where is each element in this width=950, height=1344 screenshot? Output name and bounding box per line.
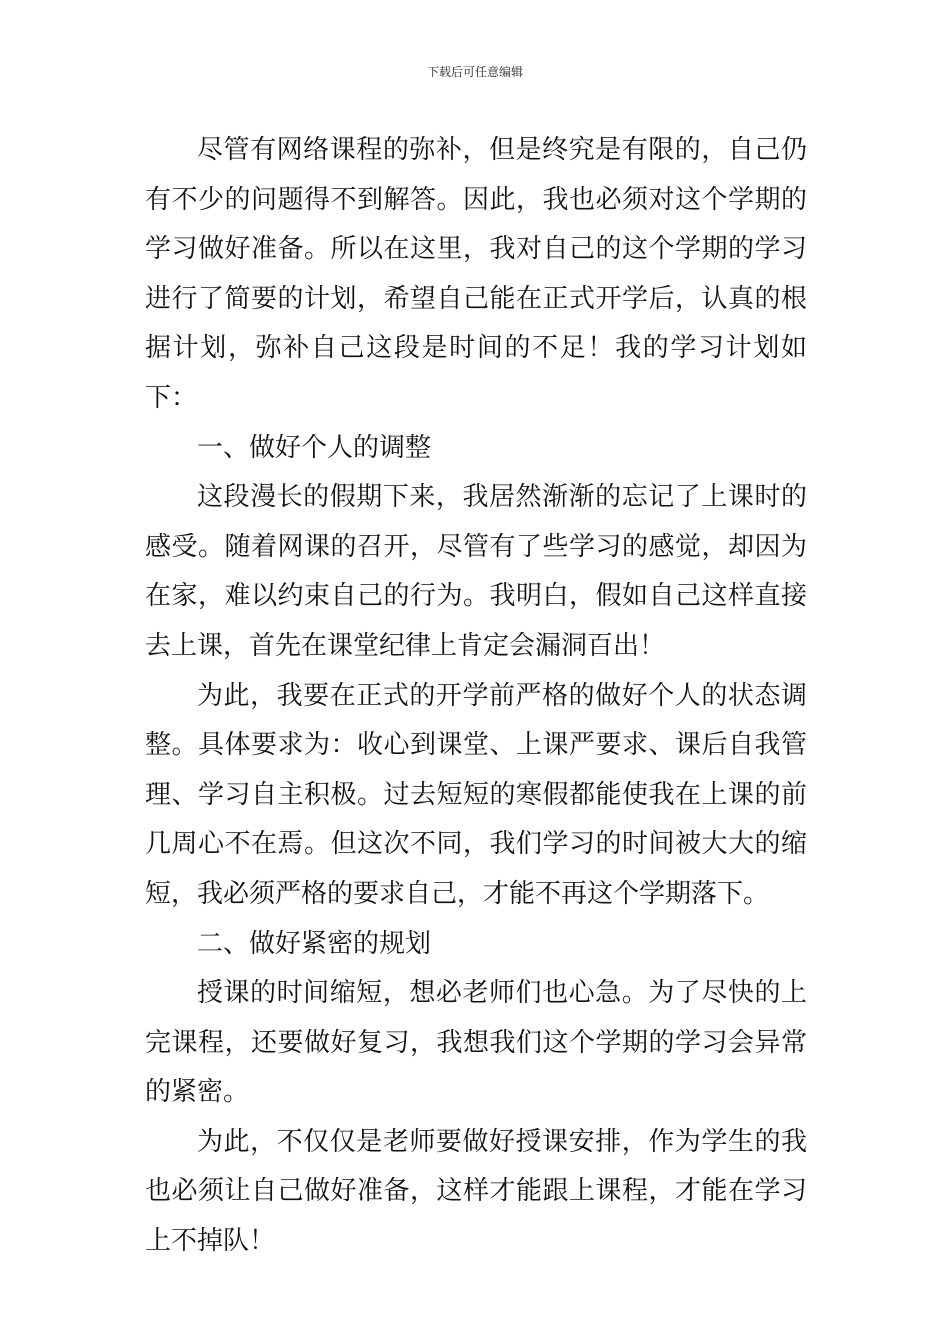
paragraph-section-1-b: 为此，我要在正式的开学前严格的做好个人的状态调整。具体要求为：收心到课堂、上课严要求、课后自我管理、学习自主积极。过去短短的寒假都能使我在上课的前几周心不在焉。但这次不同，我们学习的时间被大大的缩短，我必须严格的要求自己，才能不再这个学期落下。 bbox=[145, 680, 807, 909]
paragraph-intro: 尽管有网络课程的弥补，但是终究是有限的，自己仍有不少的问题得不到解答。因此，我也必须对这个学期的学习做好准备。所以在这里，我对自己的这个学期的学习进行了简要的计划，希望自己能在正式开学后，认真的根据计划，弥补自己这段是时间的不足！我的学习计划如下： bbox=[145, 135, 807, 413]
section-heading-2: 二、做好紧密的规划 bbox=[197, 928, 432, 959]
paragraph-section-2-b: 为此，不仅仅是老师要做好授课安排，作为学生的我也必须让自己做好准备，这样才能跟上课程，才能在学习上不掉队！ bbox=[145, 1126, 807, 1257]
paragraph-section-2-a: 授课的时间缩短，想必老师们也心急。为了尽快的上完课程，还要做好复习，我想我们这个学期的学习会异常的紧密。 bbox=[145, 978, 807, 1108]
paragraph-section-1-a: 这段漫长的假期下来，我居然渐渐的忘记了上课时的感受。随着网课的召开，尽管有了些学习的感觉，却因为在家，难以约束自己的行为。我明白，假如自己这样直接去上课，首先在课堂纪律上肯定会漏洞百出！ bbox=[145, 482, 807, 661]
page-header: 下载后可任意编辑 bbox=[426, 65, 523, 79]
section-heading-1: 一、做好个人的调整 bbox=[197, 432, 432, 463]
document-body bbox=[145, 126, 807, 1267]
